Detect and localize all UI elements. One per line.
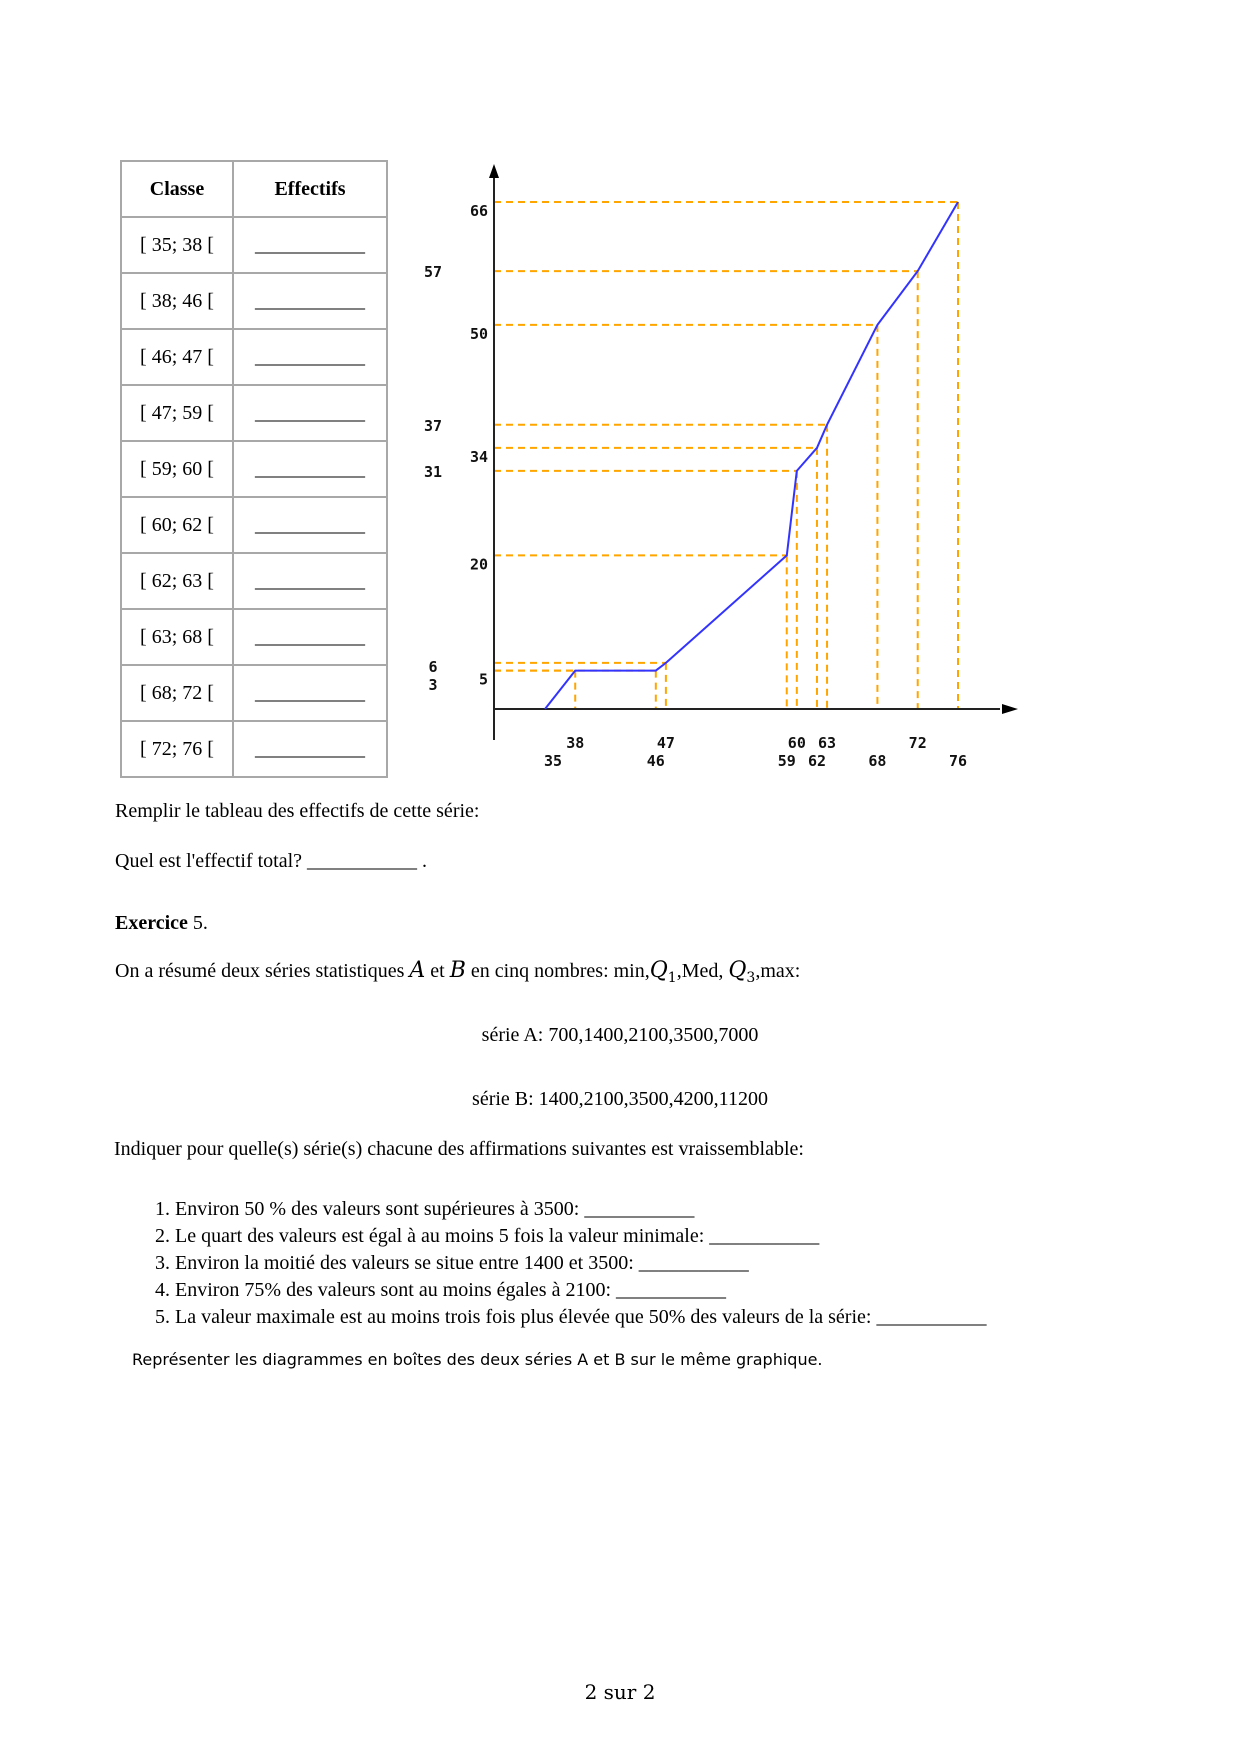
page-footer: 2 sur 2 <box>584 1680 656 1704</box>
y-tick-label: 5 <box>478 670 488 689</box>
effectif-cell[interactable]: ___________ <box>233 553 387 609</box>
q1-subscript: 1 <box>667 970 677 986</box>
total-answer-blank[interactable]: ___________ <box>307 850 418 872</box>
class-cell: [ 62; 63 [ <box>121 553 233 609</box>
exercise-heading <box>115 912 208 935</box>
x-tick-label: 59 <box>777 752 796 770</box>
y-tick-label: 50 <box>469 324 488 343</box>
x-tick-label: 60 <box>787 734 806 752</box>
list-item: 1. Environ 50 % des valeurs sont supérieures à 3500: ___________ <box>155 1198 695 1220</box>
x-axis-arrow-icon <box>1002 704 1018 714</box>
y-tick-label-outer: 57 <box>423 263 443 282</box>
class-cell: [ 59; 60 [ <box>121 441 233 497</box>
x-tick-label: 68 <box>868 752 887 770</box>
var-a: A <box>409 958 426 983</box>
x-tick-label: 76 <box>948 752 968 770</box>
x-tick-label: 38 <box>566 734 585 752</box>
effectif-cell[interactable]: ___________ <box>233 665 387 721</box>
axes <box>489 164 1018 740</box>
list-item: 5. La valeur maximale est au moins trois fois plus élevée que 50% des valeurs de la série: ___________ <box>155 1306 987 1328</box>
total-question-line <box>115 850 427 873</box>
q1-letter: Q <box>649 958 668 983</box>
q3-subscript: 3 <box>746 970 756 986</box>
list-item: 4. Environ 75% des valeurs sont au moins égales à 2100: ___________ <box>155 1279 727 1301</box>
total-end: . <box>422 850 428 872</box>
intro-text-2: en cinq nombres: min, <box>470 960 650 982</box>
cumulative-frequency-chart <box>0 0 1240 800</box>
list-item: 3. Environ la moitié des valeurs se situe entre 1400 et 3500: ___________ <box>155 1252 749 1274</box>
q3-symbol <box>728 958 756 986</box>
effectif-cell[interactable]: ___________ <box>233 217 387 273</box>
y-tick-label-outer: 6 <box>428 658 438 676</box>
total-question: Quel est l'effectif total? <box>115 850 303 872</box>
class-cell: [ 47; 59 [ <box>121 385 233 441</box>
header-effectifs: Effectifs <box>233 161 387 217</box>
y-tick-label: 20 <box>469 555 488 574</box>
x-tick-labels <box>544 734 967 770</box>
exercise-title: Exercice <box>115 912 188 934</box>
class-cell: [ 60; 62 [ <box>121 497 233 553</box>
y-tick-labels <box>424 202 488 694</box>
y-tick-label-outer: 37 <box>423 416 443 435</box>
effectif-cell[interactable]: ___________ <box>233 329 387 385</box>
med-label: ,Med, <box>676 960 724 982</box>
intro-text-1: On a résumé deux séries statistiques <box>115 960 405 982</box>
x-tick-label: 47 <box>656 734 675 752</box>
x-tick-label: 72 <box>908 734 927 752</box>
exercise-intro <box>115 958 801 986</box>
guide-lines <box>494 202 958 709</box>
class-cell: [ 72; 76 [ <box>121 721 233 777</box>
header-classe: Classe <box>121 161 233 217</box>
y-tick-label-outer: 31 <box>423 462 443 481</box>
effectif-cell[interactable]: ___________ <box>233 385 387 441</box>
question: Indiquer pour quelle(s) série(s) chacune des affirmations suivantes est vraissemblable: <box>114 1138 804 1160</box>
y-tick-label: 66 <box>469 202 488 220</box>
y-axis-arrow-icon <box>489 164 499 178</box>
q3-letter: Q <box>728 958 747 983</box>
class-cell: [ 63; 68 [ <box>121 609 233 665</box>
x-tick-label: 63 <box>818 734 837 752</box>
y-tick-label-outer: 3 <box>428 676 438 694</box>
boxplot-instruction: Représenter les diagrammes en boîtes des deux séries A et B sur le même graphique. <box>132 1350 823 1369</box>
var-b: B <box>449 958 466 983</box>
effectif-cell[interactable]: ___________ <box>233 721 387 777</box>
effectif-cell[interactable]: ___________ <box>233 497 387 553</box>
list-item: 2. Le quart des valeurs est égal à au moins 5 fois la valeur minimale: ___________ <box>155 1225 820 1247</box>
class-cell: [ 38; 46 [ <box>121 273 233 329</box>
x-tick-label: 46 <box>646 752 665 770</box>
q1-symbol <box>649 958 677 986</box>
class-cell: [ 35; 38 [ <box>121 217 233 273</box>
effectif-cell[interactable]: ___________ <box>233 609 387 665</box>
serie-b: série B: 1400,2100,3500,4200,11200 <box>472 1088 768 1110</box>
class-cell: [ 68; 72 [ <box>121 665 233 721</box>
intro-et: et <box>430 960 445 982</box>
effectif-cell[interactable]: ___________ <box>233 273 387 329</box>
fill-instruction: Remplir le tableau des effectifs de cette série: <box>115 800 480 822</box>
max-label: ,max: <box>755 960 801 982</box>
ogive-curve <box>545 202 958 709</box>
y-tick-label: 34 <box>469 447 488 466</box>
affirmations-list <box>155 1196 986 1331</box>
x-tick-label: 35 <box>543 752 563 770</box>
x-tick-label: 62 <box>807 752 827 770</box>
class-cell: [ 46; 47 [ <box>121 329 233 385</box>
serie-a: série A: 700,1400,2100,3500,7000 <box>481 1024 759 1046</box>
exercise-number: 5. <box>192 912 208 934</box>
effectif-cell[interactable]: ___________ <box>233 441 387 497</box>
